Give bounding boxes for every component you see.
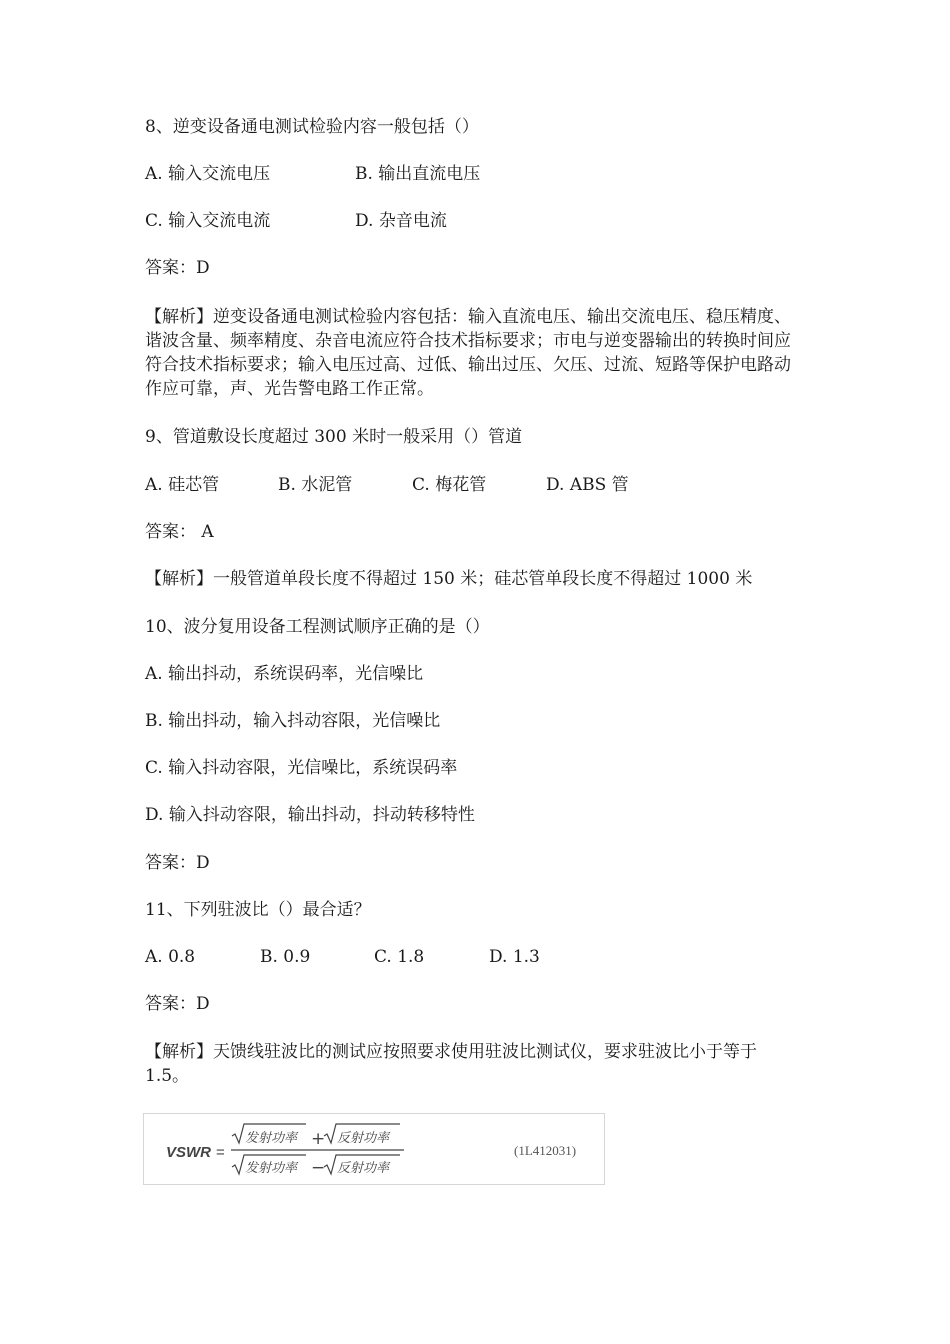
q9-option-c: C. 梅花管	[412, 475, 487, 495]
q11-analysis: 【解析】天馈线驻波比的测试应按照要求使用驻波比测试仪，要求驻波比小于等于 1.5。	[145, 1042, 757, 1086]
q11-option-b: B. 0.9	[260, 947, 311, 967]
q10-question: 10、波分复用设备工程测试顺序正确的是（）	[145, 617, 490, 637]
formula-lhs: VSWR	[166, 1144, 211, 1161]
formula-equals: =	[216, 1144, 225, 1161]
q8-option-b: B. 输出直流电压	[355, 164, 481, 184]
q8-question: 8、逆变设备通电测试检验内容一般包括（）	[145, 117, 479, 137]
vswr-formula-image	[143, 1113, 605, 1185]
q9-option-d: D. ABS 管	[546, 475, 629, 495]
q10-answer: 答案：D	[145, 853, 210, 873]
q11-option-d: D. 1.3	[489, 947, 540, 967]
q9-option-b: B. 水泥管	[278, 475, 353, 495]
q11-option-a: A. 0.8	[145, 947, 196, 967]
q9-analysis: 【解析】一般管道单段长度不得超过 150 米；硅芯管单段长度不得超过 1000 米	[145, 569, 753, 589]
q9-answer: 答案： A	[145, 522, 214, 542]
formula-num-op: +	[311, 1129, 326, 1149]
q8-option-c: C. 输入交流电流	[145, 211, 271, 231]
q11-option-c: C. 1.8	[374, 947, 425, 967]
q8-option-d: D. 杂音电流	[355, 211, 447, 231]
formula-num-a: 发射功率	[245, 1131, 298, 1146]
q8-analysis: 【解析】逆变设备通电测试检验内容包括：输入直流电压、输出交流电压、稳压精度、谐波含量、频率精度、杂音电流应符合技术指标要求；市电与逆变器输出的转换时间应符合技术指标要求；输入电压过高、过低、输出过压、欠压、过流、短路等保护电路动作应可靠，声、光告警电路工作正常。	[145, 307, 791, 399]
formula-den-a: 发射功率	[245, 1161, 298, 1176]
q9-option-a: A. 硅芯管	[145, 475, 220, 495]
formula-num-b: 反射功率	[337, 1131, 390, 1146]
q10-option-b: B. 输出抖动，输入抖动容限，光信噪比	[145, 711, 441, 731]
formula-ref: (1L412031)	[514, 1143, 577, 1158]
q8-option-a: A. 输入交流电压	[145, 164, 271, 184]
q9-question: 9、管道敷设长度超过 300 米时一般采用（）管道	[145, 427, 523, 447]
q10-option-a: A. 输出抖动，系统误码率，光信噪比	[145, 664, 424, 684]
vswr-formula	[144, 1114, 604, 1184]
formula-den-b: 反射功率	[337, 1161, 390, 1176]
q10-option-d: D. 输入抖动容限，输出抖动，抖动转移特性	[145, 805, 475, 825]
formula-den-op: −	[311, 1158, 326, 1178]
q8-answer: 答案：D	[145, 258, 210, 278]
q10-option-c: C. 输入抖动容限，光信噪比，系统误码率	[145, 758, 458, 778]
q11-answer: 答案：D	[145, 994, 210, 1014]
q11-question: 11、下列驻波比（）最合适？	[145, 900, 371, 920]
